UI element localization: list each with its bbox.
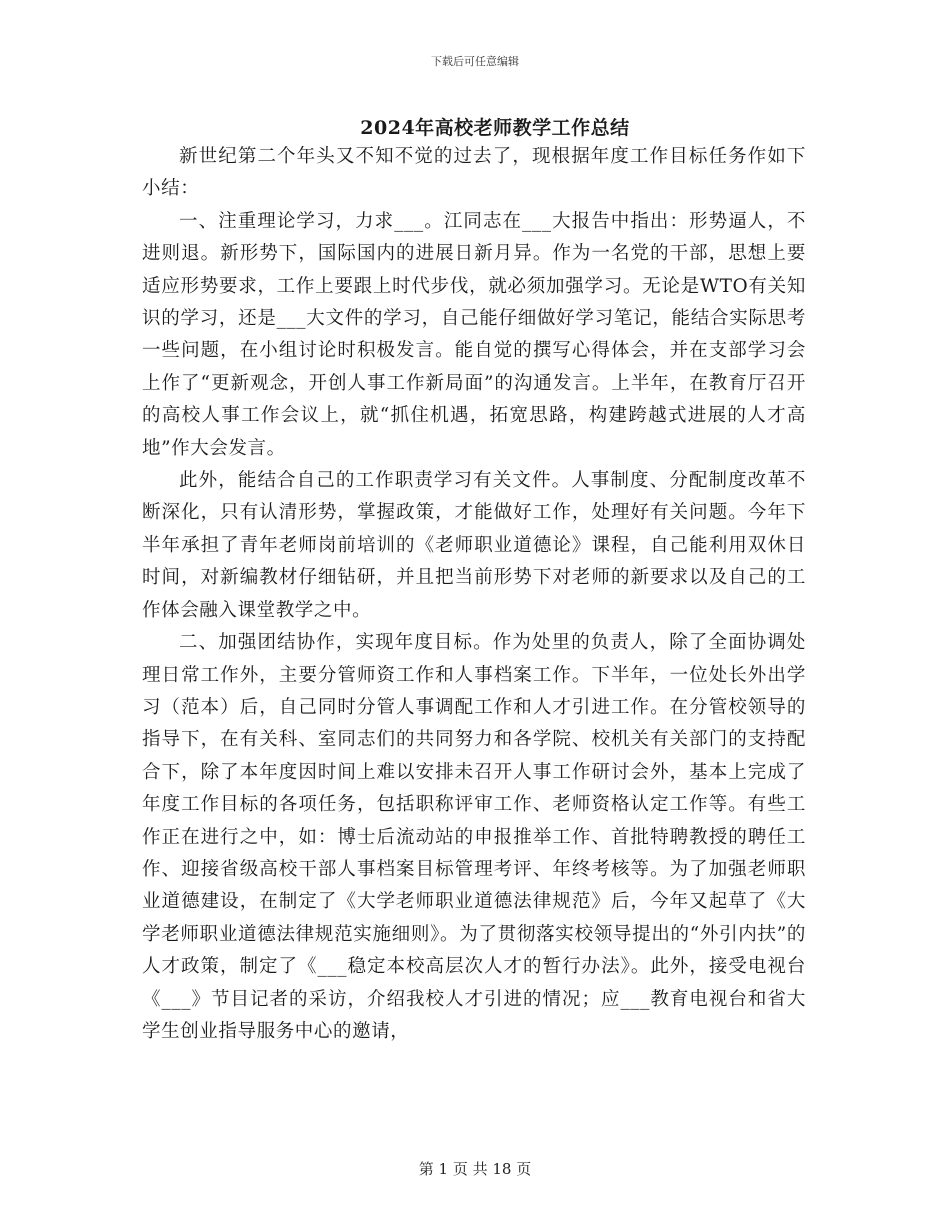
header-note: 下载后可任意编辑: [431, 55, 519, 68]
document-title: 2024年高校老师教学工作总结: [360, 117, 630, 139]
page-number: 第 1 页 共 18 页: [418, 1160, 532, 1178]
paragraph-intro: 新世纪第二个年头又不知不觉的过去了，现根据年度工作目标任务作如下小结：: [142, 146, 806, 200]
document-body: [142, 141, 806, 1048]
paragraph-section-1: 一、注重理论学习，力求___。江同志在___大报告中指出：形势逼人，不进则退。新形势下，国际国内的进展日新月异。作为一名党的干部，思想上要适应形势要求，工作上要跟上时代步伐，就必须加强学习。无论是WTO有关知识的学习，还是___大文件的学习，自己能仔细做好学习笔记，能结合实际思考一些问题，在小组讨论时积极发言。能自觉的撰写心得体会，并在支部学习会上作了“更新观念，开创人事工作新局面”的沟通发言。上半年，在教育厅召开的高校人事工作会议上，就“抓住机遇，拓宽思路，构建跨越式进展的人才高地”作大会发言。: [142, 210, 806, 459]
paragraph-section-2: 二、加强团结协作，实现年度目标。作为处里的负责人，除了全面协调处理日常工作外，主要分管师资工作和人事档案工作。下半年，一位处长外出学习（范本）后，自己同时分管人事调配工作和人才引进工作。在分管校领导的指导下，在有关科、室同志们的共同努力和各学院、校机关有关部门的支持配合下，除了本年度因时间上难以安排未召开人事工作研讨会外，基本上完成了年度工作目标的各项任务，包括职称评审工作、老师资格认定工作等。有些工作正在进行之中，如：博士后流动站的申报推举工作、首批特聘教授的聘任工作、迎接省级高校干部人事档案目标管理考评、年终考核等。为了加强老师职业道德建设，在制定了《大学老师职业道德法律规范》后，今年又起草了《大学老师职业道德法律规范实施细则》。为了贯彻落实校领导提出的“外引内扶”的人才政策，制定了《___稳定本校高层次人才的暂行办法》。此外，接受电视台《___》节目记者的采访，介绍我校人才引进的情况；应___教育电视台和省大学生创业指导服务中心的邀请，: [142, 632, 806, 1042]
paragraph-section-1-extra: 此外，能结合自己的工作职责学习有关文件。人事制度、分配制度改革不断深化，只有认清形势，掌握政策，才能做好工作，处理好有关问题。今年下半年承担了青年老师岗前培训的《老师职业道德论》课程，自己能利用双休日时间，对新编教材仔细钻研，并且把当前形势下对老师的新要求以及自己的工作体会融入课堂教学之中。: [142, 470, 806, 621]
